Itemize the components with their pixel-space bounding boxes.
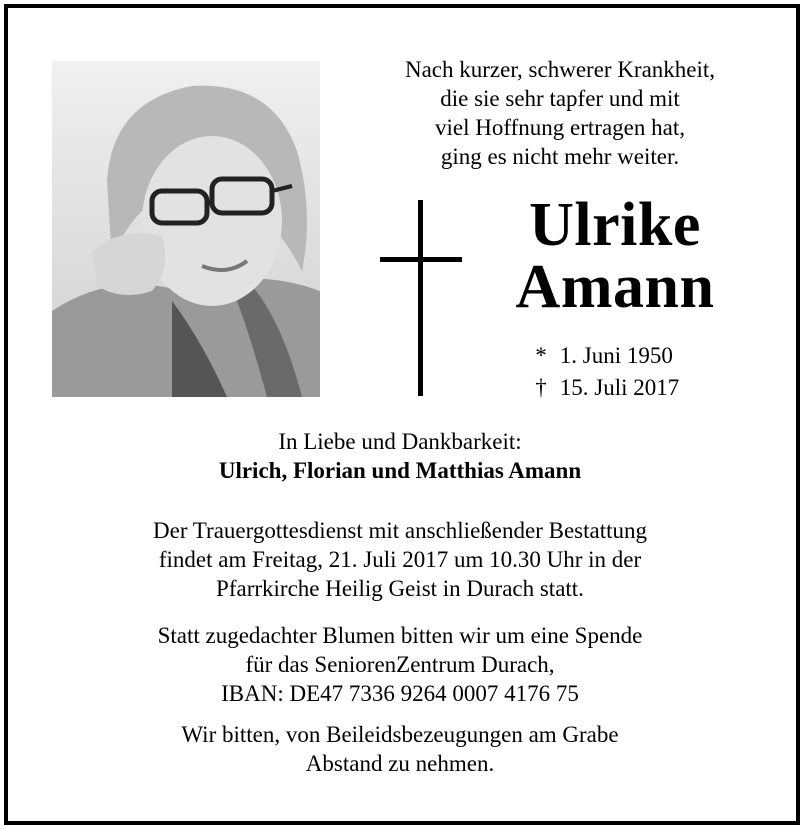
life-dates (528, 340, 728, 404)
donation-line: für das SeniorenZentrum Durach, (245, 652, 555, 677)
iban-line: IBAN: DE47 7336 9264 0007 4176 75 (221, 681, 579, 706)
intro-line: Nach kurzer, schwerer Krankheit, (404, 57, 716, 82)
service-section (40, 516, 760, 603)
service-line: findet am Freitag, 21. Juli 2017 um 10.30 Uhr in der (158, 547, 642, 572)
service-line: Der Trauergottesdienst mit anschließender Bestattung (153, 518, 647, 543)
death-symbol: † (535, 375, 547, 400)
intro-line: viel Hoffnung ertragen hat, (435, 115, 685, 140)
family-intro: In Liebe und Dankbarkeit: (278, 429, 522, 454)
request-line: Wir bitten, von Beileidsbezeugungen am Grabe (181, 722, 619, 747)
request-section (40, 720, 760, 778)
service-line: Pfarrkirche Heilig Geist in Durach statt. (216, 576, 584, 601)
family-section (40, 427, 760, 485)
deceased-name (470, 191, 760, 321)
death-date: 15. Juli 2017 (559, 375, 680, 400)
intro-text (350, 55, 770, 171)
death-date-row (528, 372, 728, 404)
family-names: Ulrich, Florian und Matthias Amann (218, 458, 582, 483)
donation-line: Statt zugedachter Blumen bitten wir um eine Spende (157, 623, 643, 648)
intro-line: ging es nicht mehr weiter. (440, 144, 680, 169)
birth-date-row (528, 340, 728, 372)
last-name: Amann (515, 253, 715, 321)
birth-symbol: * (535, 343, 547, 368)
intro-line: die sie sehr tapfer und mit (440, 86, 680, 111)
portrait-photo (52, 61, 320, 397)
request-line: Abstand zu nehmen. (305, 751, 495, 776)
donation-section (40, 621, 760, 708)
cross-icon (380, 200, 462, 396)
birth-date: 1. Juni 1950 (559, 343, 673, 368)
first-name: Ulrike (529, 191, 701, 259)
